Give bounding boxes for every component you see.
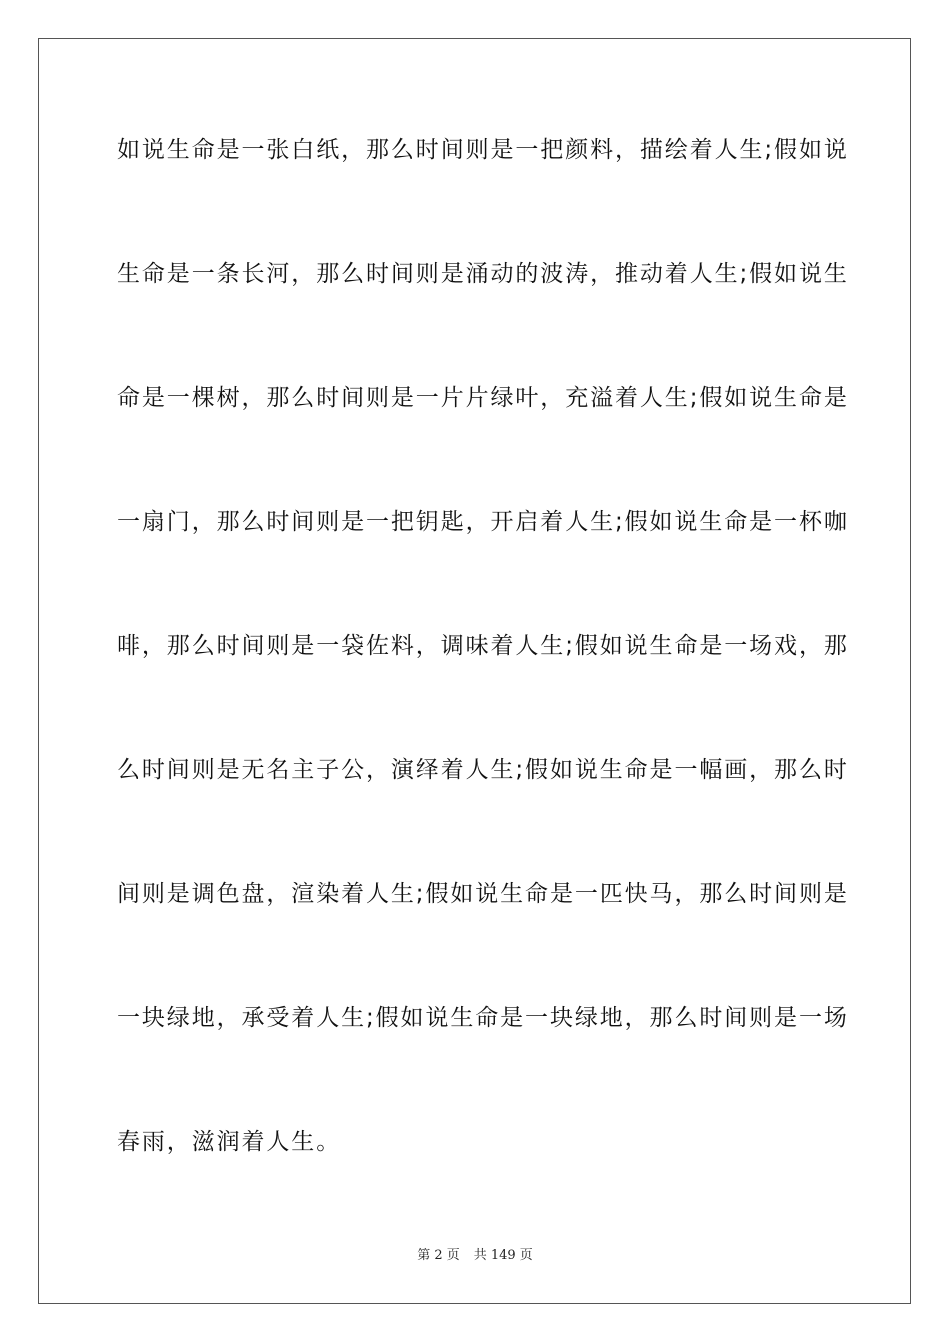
paragraph-line: 间则是调色盘，渲染着人生;假如说生命是一匹快马，那么时间则是 <box>117 881 849 907</box>
paragraph-line: 命是一棵树，那么时间则是一片片绿叶，充溢着人生;假如说生命是 <box>117 385 849 411</box>
paragraph-line: 一块绿地，承受着人生;假如说生命是一块绿地，那么时间则是一场 <box>117 1005 849 1031</box>
page-border <box>38 38 911 1304</box>
paragraph-line: 生命是一条长河，那么时间则是涌动的波涛，推动着人生;假如说生 <box>117 261 849 287</box>
page-number: 第 2 页 <box>417 1248 460 1263</box>
paragraph-line: 一扇门，那么时间则是一把钥匙，开启着人生;假如说生命是一杯咖 <box>117 509 849 535</box>
page-total: 共 149 页 <box>473 1248 533 1263</box>
page-footer <box>0 1244 950 1263</box>
paragraph-line: 么时间则是无名主子公，演绎着人生;假如说生命是一幅画，那么时 <box>117 757 849 783</box>
paragraph-line: 如说生命是一张白纸，那么时间则是一把颜料，描绘着人生;假如说 <box>117 137 849 163</box>
paragraph-line: 啡，那么时间则是一袋佐料，调味着人生;假如说生命是一场戏，那 <box>117 633 849 659</box>
paragraph-line: 春雨，滋润着人生。 <box>117 1129 342 1155</box>
